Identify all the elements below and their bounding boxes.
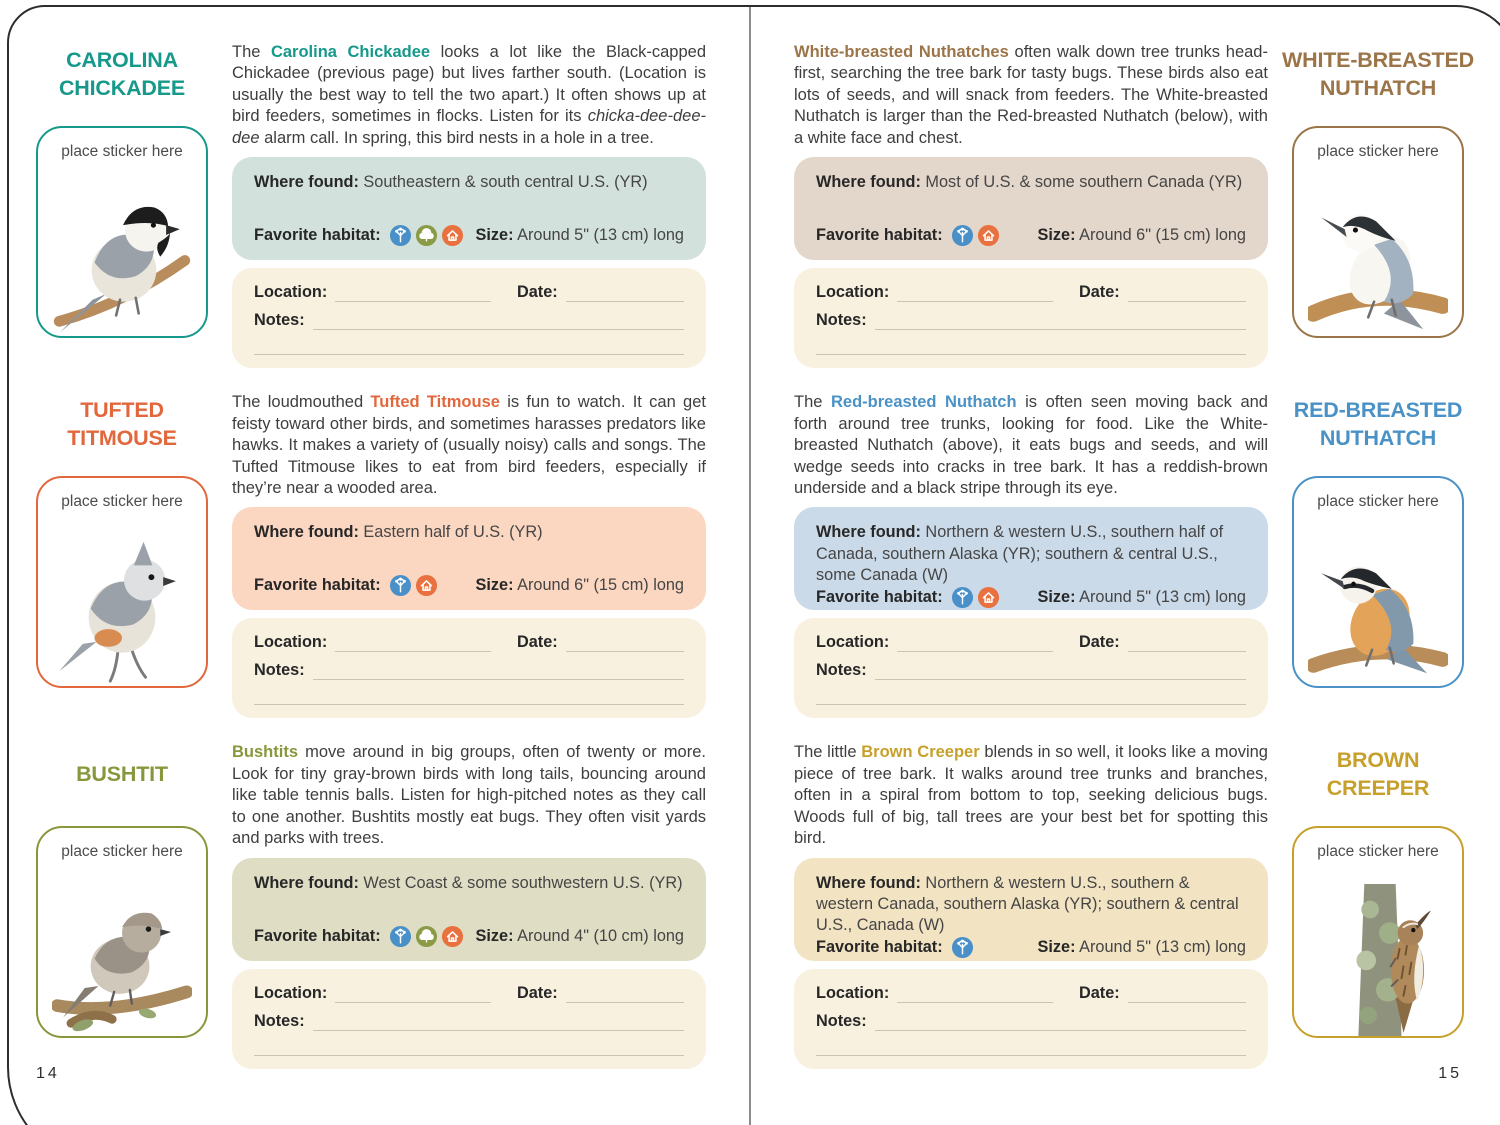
where-found-row — [254, 873, 684, 894]
size-label: Size: — [1037, 938, 1076, 957]
habitat-label: Favorite habitat: — [816, 226, 943, 245]
habitat-block — [254, 224, 464, 247]
sticker-placeholder[interactable] — [1292, 476, 1464, 688]
date-input-line[interactable] — [566, 286, 684, 302]
size-value: Around 4" (10 cm) long — [513, 926, 684, 945]
sticker-label: place sticker here — [1317, 843, 1439, 861]
size-block — [1037, 588, 1246, 607]
notes-extra-line[interactable] — [816, 689, 1246, 705]
bird-description: The Carolina Chickadee looks a lot like the Black-capped Chickadee (previous page) but lives farther south. (Location is usually the best way to tell the two apart.) It often shows up at bird feeders, sometimes in flocks. Listen for its chicka-dee-dee-dee alarm call. In spring, this bird nests in a hole in a tree. — [232, 43, 706, 147]
section-side-column — [1292, 392, 1464, 718]
habitat-size-row — [816, 586, 1246, 609]
section-side-column — [1292, 742, 1464, 1068]
date-input-line[interactable] — [566, 636, 684, 652]
sticker-placeholder[interactable] — [36, 126, 208, 338]
where-found-box — [232, 157, 706, 260]
habitat-label: Favorite habitat: — [254, 226, 381, 245]
where-found-row — [254, 522, 684, 543]
where-found-box — [794, 507, 1268, 610]
sections — [36, 42, 706, 1093]
habitat-size-row — [816, 936, 1246, 959]
notes-row — [816, 661, 1246, 680]
size-label: Size: — [1037, 587, 1076, 606]
tree-icon — [389, 574, 412, 597]
section-main-column — [794, 42, 1268, 368]
bird-name-heading: CAROLINA CHICKADEE — [58, 47, 185, 100]
size-value: Around 6" (15 cm) long — [1075, 226, 1246, 245]
where-found-row — [254, 172, 684, 193]
sticker-label: place sticker here — [61, 143, 183, 160]
where-found-row — [816, 522, 1246, 586]
log-box — [794, 268, 1268, 368]
notes-extra-line[interactable] — [816, 1040, 1246, 1056]
habitat-block — [816, 586, 1000, 609]
notes-extra-row — [816, 689, 1246, 705]
section-side-column — [36, 392, 208, 718]
location-label: Location: — [254, 633, 328, 652]
where-found-value: Southeastern & south central U.S. (YR) — [358, 173, 648, 192]
bird-name-heading: BUSHTIT — [76, 762, 168, 787]
tree-icon — [389, 224, 412, 247]
where-found-row — [816, 172, 1246, 193]
location-input-line[interactable] — [335, 636, 491, 652]
notes-extra-row — [254, 339, 684, 355]
habitat-block — [254, 574, 438, 597]
house-icon — [441, 925, 464, 948]
habitat-size-row — [254, 224, 684, 247]
date-label: Date: — [1078, 633, 1120, 652]
notes-extra-row — [816, 339, 1246, 355]
habitat-icons — [948, 224, 1000, 247]
tree-icon — [389, 925, 412, 948]
notes-input-line[interactable] — [313, 314, 684, 330]
section-main-column — [232, 392, 706, 718]
bird-name-heading: TUFTED TITMOUSE — [67, 397, 177, 451]
notes-label: Notes: — [254, 661, 305, 680]
notes-input-line[interactable] — [313, 1015, 684, 1031]
bird-name-heading: BROWN CREEPER — [1326, 748, 1430, 801]
size-block — [475, 226, 684, 245]
location-input-line[interactable] — [897, 636, 1053, 652]
sticker-label: place sticker here — [1317, 143, 1439, 160]
where-found-box — [232, 858, 706, 961]
house-icon — [977, 586, 1000, 609]
location-label: Location: — [254, 983, 328, 1002]
bird-section — [36, 742, 706, 1068]
bird-section — [794, 42, 1474, 368]
page-left — [8, 0, 748, 1125]
bird-section — [794, 742, 1464, 1068]
notes-input-line[interactable] — [875, 314, 1246, 330]
page-right — [752, 0, 1492, 1125]
location-date-row — [816, 984, 1246, 1003]
where-found-label: Where found: — [816, 523, 921, 542]
house-icon — [441, 224, 464, 247]
habitat-size-row — [254, 925, 684, 948]
location-input-line[interactable] — [335, 286, 491, 302]
location-date-row — [816, 283, 1246, 302]
notes-extra-line[interactable] — [816, 339, 1246, 355]
habitat-block — [254, 925, 464, 948]
habitat-icons — [948, 936, 974, 959]
habitat-label: Favorite habitat: — [254, 576, 381, 595]
where-found-row — [816, 873, 1246, 937]
bird-section — [36, 42, 706, 368]
size-value: Around 5" (13 cm) long — [1075, 587, 1246, 606]
notes-input-line[interactable] — [875, 1015, 1246, 1031]
size-label: Size: — [475, 926, 514, 945]
sticker-label: place sticker here — [61, 493, 183, 511]
size-block — [1037, 226, 1246, 245]
location-label: Location: — [254, 283, 328, 302]
notes-label: Notes: — [816, 1011, 867, 1030]
page-number-left: 14 — [36, 1065, 60, 1082]
log-box — [794, 969, 1268, 1069]
log-box — [232, 268, 706, 368]
notes-row — [254, 311, 684, 330]
location-label: Location: — [816, 983, 890, 1002]
log-box — [232, 969, 706, 1069]
notes-extra-line[interactable] — [254, 1040, 684, 1056]
notes-row — [816, 1012, 1246, 1031]
bird-description: The Red-breasted Nuthatch is often seen moving back and forth around tree trunks, looking for food. Like the White-breasted Nuthatch (above), it eats bugs and seeds, and will wedge seeds into cracks in tree bark. It has a reddish-brown underside and a black stripe through its eye. — [794, 393, 1268, 497]
sticker-placeholder[interactable] — [36, 476, 208, 688]
size-block — [475, 927, 684, 946]
date-input-line[interactable] — [1128, 636, 1246, 652]
bird-photo — [1302, 861, 1454, 1036]
where-found-box — [232, 507, 706, 610]
where-found-label: Where found: — [254, 173, 359, 192]
location-date-row — [254, 984, 684, 1003]
where-found-value: Northern & western U.S., southern & western Canada, southern Alaska (YR); southern & central U.S., Canada (W) — [816, 873, 1239, 934]
size-value: Around 6" (15 cm) long — [513, 576, 684, 595]
habitat-block — [816, 224, 1000, 247]
notes-label: Notes: — [816, 311, 867, 330]
sticker-placeholder[interactable] — [1292, 126, 1464, 338]
where-found-label: Where found: — [816, 173, 921, 192]
sticker-label: place sticker here — [1317, 493, 1439, 511]
date-label: Date: — [516, 283, 558, 302]
where-found-value: Northern & western U.S., southern half of Canada, southern Alaska (YR); southern & central U.S., some Canada (W) — [816, 523, 1224, 584]
size-label: Size: — [475, 576, 514, 595]
habitat-icons — [948, 586, 1000, 609]
where-found-label: Where found: — [254, 873, 359, 892]
bird-photo — [46, 161, 198, 336]
section-side-column — [36, 42, 208, 368]
notes-extra-line[interactable] — [254, 339, 684, 355]
section-side-column — [36, 742, 208, 1068]
bird-photo — [1302, 511, 1454, 686]
tree-icon — [951, 224, 974, 247]
sections — [794, 42, 1474, 1093]
date-input-line[interactable] — [1128, 286, 1246, 302]
bird-section — [794, 392, 1464, 718]
notes-extra-row — [254, 689, 684, 705]
where-found-value: West Coast & some southwestern U.S. (YR) — [358, 873, 683, 892]
page-number-right: 15 — [1438, 1065, 1462, 1082]
bird-description: White-breasted Nuthatches often walk down tree trunks head-first, searching the tree bark for tasty bugs. These birds also eat lots of seeds, and will snack from feeders. The White-breasted Nuthatch is larger than the Red-breasted Nuthatch (below), with a white face and chest. — [794, 43, 1268, 147]
size-label: Size: — [1037, 226, 1076, 245]
habitat-label: Favorite habitat: — [254, 926, 381, 945]
location-input-line[interactable] — [897, 987, 1053, 1003]
sticker-placeholder[interactable] — [36, 826, 208, 1038]
where-found-label: Where found: — [816, 873, 921, 892]
tree-icon — [951, 586, 974, 609]
habitat-label: Favorite habitat: — [816, 587, 943, 606]
section-main-column — [794, 742, 1268, 1068]
location-input-line[interactable] — [335, 987, 491, 1003]
bird-photo — [46, 511, 198, 686]
size-value: Around 5" (13 cm) long — [513, 226, 684, 245]
date-label: Date: — [1078, 283, 1120, 302]
habitat-size-row — [816, 224, 1246, 247]
notes-input-line[interactable] — [875, 664, 1246, 680]
date-label: Date: — [516, 633, 558, 652]
log-box — [232, 618, 706, 718]
bird-photo — [46, 861, 198, 1036]
shrub-icon — [415, 925, 438, 948]
date-label: Date: — [516, 983, 558, 1002]
notes-label: Notes: — [254, 311, 305, 330]
section-main-column — [232, 742, 706, 1068]
notes-row — [254, 661, 684, 680]
size-block — [1037, 938, 1246, 957]
notes-extra-row — [816, 1040, 1246, 1056]
habitat-block — [816, 936, 974, 959]
notes-row — [816, 311, 1246, 330]
habitat-size-row — [254, 574, 684, 597]
location-date-row — [816, 633, 1246, 652]
page-gutter — [749, 7, 751, 1125]
bird-name-heading: RED-BREASTED NUTHATCH — [1293, 397, 1463, 451]
notes-input-line[interactable] — [313, 664, 684, 680]
where-found-box — [794, 157, 1268, 260]
location-date-row — [254, 633, 684, 652]
habitat-label: Favorite habitat: — [816, 938, 943, 957]
notes-row — [254, 1012, 684, 1031]
bird-photo — [1302, 161, 1454, 336]
bird-description: The loudmouthed Tufted Titmouse is fun to watch. It can get feisty toward other birds, and sometimes harasses predators like hawks. It makes a variety of (usually noisy) calls and songs. The Tufted Titmouse likes to eat from bird feeders, especially if they’re near a wooded area. — [232, 393, 706, 497]
sticker-label: place sticker here — [61, 843, 183, 861]
section-main-column — [794, 392, 1268, 718]
habitat-icons — [386, 224, 464, 247]
habitat-icons — [386, 574, 438, 597]
location-date-row — [254, 283, 684, 302]
where-found-value: Most of U.S. & some southern Canada (YR) — [920, 173, 1243, 192]
date-input-line[interactable] — [566, 987, 684, 1003]
house-icon — [977, 224, 1000, 247]
size-value: Around 5" (13 cm) long — [1075, 938, 1246, 957]
shrub-icon — [415, 224, 438, 247]
notes-label: Notes: — [816, 661, 867, 680]
size-block — [475, 576, 684, 595]
location-label: Location: — [816, 633, 890, 652]
where-found-value: Eastern half of U.S. (YR) — [358, 523, 543, 542]
log-box — [794, 618, 1268, 718]
notes-extra-line[interactable] — [254, 689, 684, 705]
notes-label: Notes: — [254, 1011, 305, 1030]
section-side-column — [1282, 42, 1474, 368]
date-label: Date: — [1078, 983, 1120, 1002]
location-label: Location: — [816, 283, 890, 302]
notes-extra-row — [254, 1040, 684, 1056]
date-input-line[interactable] — [1128, 987, 1246, 1003]
bird-name-heading: WHITE-BREASTED NUTHATCH — [1282, 47, 1474, 100]
size-label: Size: — [475, 226, 514, 245]
where-found-label: Where found: — [254, 523, 359, 542]
tree-icon — [951, 936, 974, 959]
bird-section — [36, 392, 706, 718]
habitat-icons — [386, 925, 464, 948]
sticker-placeholder[interactable] — [1292, 826, 1464, 1038]
where-found-box — [794, 858, 1268, 961]
bird-description: The little Brown Creeper blends in so well, it looks like a moving piece of tree bark. It walks around tree trunks and branches, often in a spiral from bottom to top, seeking delicious bugs. Woods full of big, tall trees are your best bet for spotting this bird. — [794, 743, 1268, 848]
house-icon — [415, 574, 438, 597]
bird-description: Bushtits move around in big groups, often of twenty or more. Look for tiny gray-brown birds with long tails, bouncing around like table tennis balls. Listen for high-pitched notes as they call to one another. Bushtits mostly eat bugs. They often visit yards and parks with trees. — [232, 743, 706, 848]
location-input-line[interactable] — [897, 286, 1053, 302]
section-main-column — [232, 42, 706, 368]
